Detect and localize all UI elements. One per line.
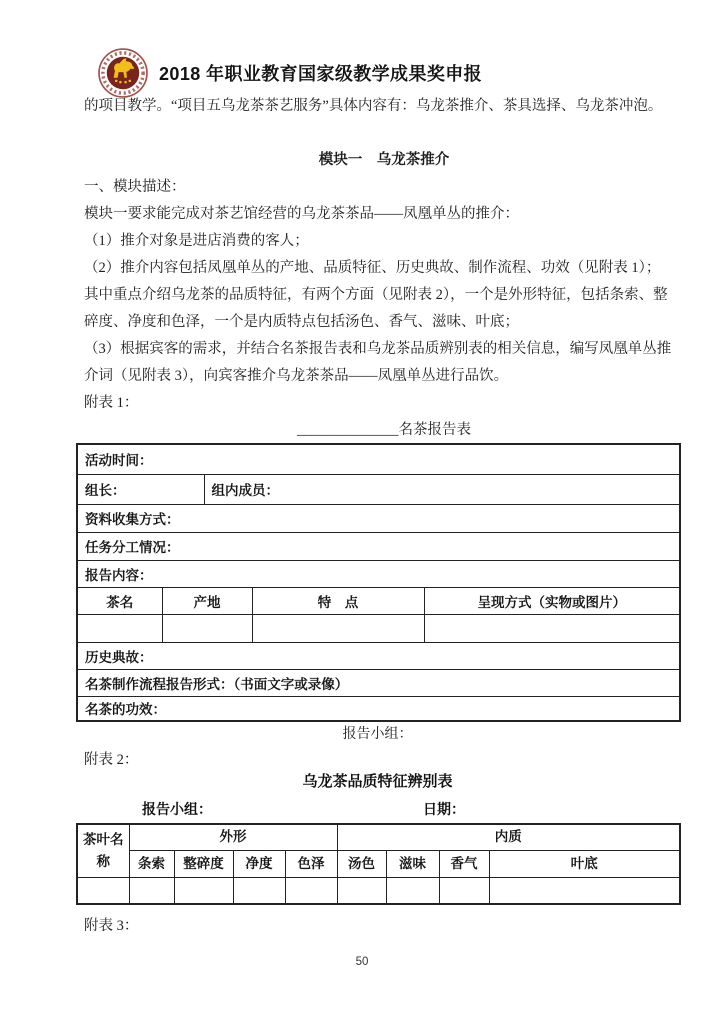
tea-effects-cell: 名茶的功效： (77, 696, 680, 721)
report-group-footer: 报告小组： (342, 727, 413, 742)
sub-header-taste: 滋味 (386, 850, 439, 877)
empty-cell (424, 614, 680, 642)
sub-header-color: 色泽 (285, 850, 337, 877)
appearance-group-header: 外形 (129, 824, 337, 850)
empty-cell (129, 877, 174, 904)
empty-cell (174, 877, 233, 904)
table1-title-text: 名茶报告表 (398, 422, 471, 438)
sub-header-liquor-color: 汤色 (337, 850, 386, 877)
date-label: 日期： (423, 801, 465, 817)
appendix3-label: 附表 3： (84, 918, 139, 934)
empty-cell (233, 877, 285, 904)
inner-quality-group-header: 内质 (337, 824, 680, 850)
empty-cell (252, 614, 424, 642)
body-line: 模块一要求能完成对茶艺馆经营的乌龙茶茶品——凤凰单丛的推介： (84, 206, 519, 222)
task-division-cell: 任务分工情况： (77, 532, 680, 560)
group-members-cell: 组内成员： (204, 474, 680, 504)
col-header-tea-name: 茶名 (77, 587, 162, 614)
document-title: 2018 年职业教育国家级教学成果奖申报 (159, 64, 483, 84)
body-line: （3）根据宾客的需求，并结合名茶报告表和乌龙茶品质辨别表的相关信息，编写凤凰单丛推 (84, 341, 672, 357)
intro-line: 的项目教学。“项目五乌龙茶茶艺服务”具体内容有：乌龙茶推介、茶具选择、乌龙茶冲泡。 (84, 98, 663, 114)
appendix1-label: 附表 1： (84, 395, 139, 411)
body-line: 介词（见附表 3），向宾客推介乌龙茶茶品——凤凰单丛进行品饮。 (84, 368, 509, 384)
table2-title: 乌龙茶品质特征辨别表 (302, 773, 453, 790)
famous-tea-report-table (76, 443, 681, 722)
body-line: 其中重点介绍乌龙茶的品质特征，有两个方面（见附表 2），一个是外形特征，包括条索、整 (84, 287, 668, 303)
table2-subheader-line (0, 799, 724, 819)
group-leader-cell: 组长： (77, 474, 204, 504)
history-anecdote-cell: 历史典故： (77, 642, 680, 669)
tea-name-header-cell (77, 824, 129, 877)
sub-header-infused-leaf: 叶底 (489, 850, 680, 877)
body-text (84, 93, 684, 444)
title-blank-underline: ______________ (297, 422, 399, 438)
process-report-form-cell: 名茶制作流程报告形式：（书面文字或录像） (77, 669, 680, 696)
sub-header-cleanliness: 净度 (233, 850, 285, 877)
sub-header-aroma: 香气 (439, 850, 489, 877)
body-line: 碎度、净度和色泽，一个是内质特点包括汤色、香气、滋味、叶底； (84, 314, 519, 330)
appendix2-label: 附表 2： (84, 752, 139, 768)
empty-cell (77, 877, 129, 904)
tea-name-line2: 称 (96, 853, 110, 869)
empty-cell (77, 614, 162, 642)
empty-cell (337, 877, 386, 904)
empty-cell (386, 877, 439, 904)
school-seal-horse-icon (98, 48, 148, 98)
section-heading: 一、模块描述： (84, 179, 186, 195)
col-header-origin: 产地 (162, 587, 252, 614)
report-group-label: 报告小组： (142, 801, 212, 817)
body-line: （2）推介内容包括凤凰单丛的产地、品质特征、历史典故、制作流程、功效（见附表 1）； (84, 260, 661, 276)
sub-header-strips: 条索 (129, 850, 174, 877)
col-header-features: 特 点 (252, 587, 424, 614)
col-header-presentation: 呈现方式（实物或图片） (424, 587, 680, 614)
sub-header-evenness: 整碎度 (174, 850, 233, 877)
empty-cell (162, 614, 252, 642)
empty-cell (439, 877, 489, 904)
table1-title-line (84, 417, 684, 444)
body-line: （1）推介对象是进店消费的客人； (84, 233, 309, 249)
oolong-quality-identification-table (76, 823, 681, 905)
report-content-cell: 报告内容： (77, 560, 680, 587)
activity-time-cell: 活动时间： (77, 444, 680, 474)
module-heading: 模块一 乌龙茶推介 (318, 152, 450, 168)
data-collection-cell: 资料收集方式： (77, 504, 680, 532)
page-number: 50 (355, 956, 369, 968)
tea-name-line1: 茶叶名 (83, 832, 124, 848)
empty-cell (285, 877, 337, 904)
empty-cell (489, 877, 680, 904)
